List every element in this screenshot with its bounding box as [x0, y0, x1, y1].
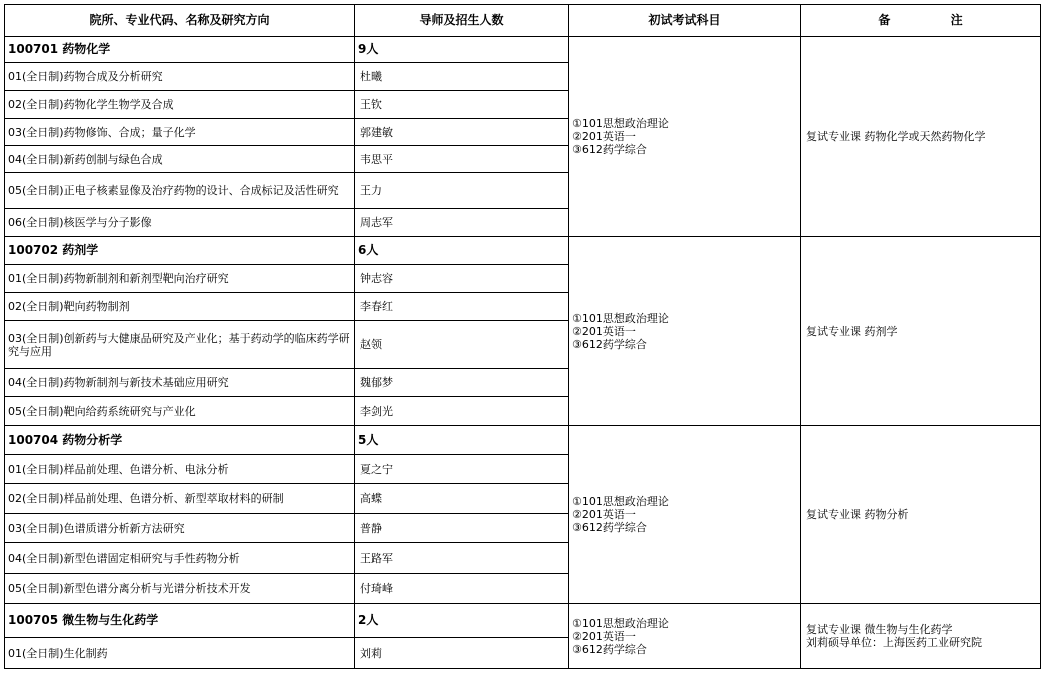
tutor-cell — [354, 368, 569, 397]
header-exam-subjects — [568, 4, 801, 37]
program-quota — [354, 603, 569, 638]
header-exam-subjects-label: 初试考试科目 — [648, 13, 721, 27]
program-code-name: 100702 药剂学 — [8, 243, 99, 257]
program-quota — [354, 425, 569, 455]
tutor-name: 付琦峰 — [360, 582, 393, 595]
direction-name: 02(全日制)靶向药物制剂 — [8, 300, 130, 313]
tutor-cell — [354, 172, 569, 209]
exam-subject: ②201英语一 — [572, 324, 636, 338]
program-title — [4, 425, 355, 455]
tutor-cell — [354, 320, 569, 369]
exam-subject: ②201英语一 — [572, 130, 636, 143]
tutor-name: 赵领 — [360, 338, 382, 351]
direction-name: 05(全日制)新型色谱分离分析与光谱分析技术开发 — [8, 582, 251, 595]
program-quota-value: 6人 — [358, 243, 379, 257]
program-title — [4, 236, 355, 265]
header-remarks — [800, 4, 1041, 37]
tutor-name: 钟志容 — [360, 272, 393, 285]
research-direction — [4, 454, 355, 484]
tutor-cell — [354, 118, 569, 146]
tutor-name: 韦思平 — [360, 152, 393, 166]
program-quota — [354, 236, 569, 265]
direction-name: 04(全日制)新型色谱固定相研究与手性药物分析 — [8, 551, 240, 565]
remarks — [800, 236, 1041, 426]
research-direction — [4, 118, 355, 146]
remark-line: 复试专业课 药物分析 — [806, 508, 909, 521]
direction-name: 01(全日制)样品前处理、色谱分析、电泳分析 — [8, 462, 229, 476]
tutor-name: 魏郁梦 — [360, 376, 393, 389]
research-direction — [4, 637, 355, 669]
tutor-name: 王力 — [360, 184, 382, 197]
tutor-cell — [354, 637, 569, 669]
program-quota-value: 9人 — [358, 42, 379, 56]
tutor-name: 周志军 — [360, 216, 393, 229]
exam-subject: ①101思想政治理论 — [572, 616, 669, 630]
remark-line: 复试专业课 药剂学 — [806, 324, 898, 338]
tutor-name: 王钦 — [360, 98, 382, 111]
header-remarks-label: 备 注 — [878, 13, 991, 27]
exam-subject: ①101思想政治理论 — [572, 117, 669, 130]
exam-subjects — [568, 36, 801, 237]
research-direction — [4, 62, 355, 91]
exam-subject: ①101思想政治理论 — [572, 495, 669, 508]
header-tutors-label: 导师及招生人数 — [419, 13, 504, 27]
remark-line: 复试专业课 微生物与生化药学 — [806, 623, 953, 636]
program-code-name: 100701 药物化学 — [8, 42, 111, 56]
direction-name: 02(全日制)样品前处理、色谱分析、新型萃取材料的研制 — [8, 492, 284, 505]
tutor-cell — [354, 454, 569, 484]
tutor-cell — [354, 396, 569, 426]
direction-name: 04(全日制)新药创制与绿色合成 — [8, 152, 163, 166]
exam-subject: ③612药学综合 — [572, 642, 647, 656]
program-title — [4, 603, 355, 638]
direction-name: 01(全日制)生化制药 — [8, 646, 108, 660]
research-direction — [4, 542, 355, 574]
tutor-cell — [354, 264, 569, 293]
exam-subject: ①101思想政治理论 — [572, 311, 669, 325]
research-direction — [4, 320, 355, 369]
direction-name: 05(全日制)靶向给药系统研究与产业化 — [8, 404, 196, 418]
exam-subjects — [568, 236, 801, 426]
tutor-name: 李剑光 — [360, 404, 393, 418]
program-quota — [354, 36, 569, 63]
tutor-name: 夏之宁 — [360, 462, 393, 476]
remarks — [800, 603, 1041, 669]
research-direction — [4, 145, 355, 173]
research-direction — [4, 208, 355, 237]
exam-subjects — [568, 425, 801, 604]
header-directions — [4, 4, 355, 37]
direction-name: 05(全日制)正电子核素显像及治疗药物的设计、合成标记及活性研究 — [8, 184, 339, 197]
tutor-name: 高蝶 — [360, 492, 382, 505]
remarks — [800, 36, 1041, 237]
exam-subjects — [568, 603, 801, 669]
program-title — [4, 36, 355, 63]
header-directions-label: 院所、专业代码、名称及研究方向 — [89, 13, 270, 27]
research-direction — [4, 264, 355, 293]
research-direction — [4, 368, 355, 397]
research-direction — [4, 483, 355, 514]
tutor-cell — [354, 62, 569, 91]
tutor-name: 杜曦 — [360, 70, 382, 83]
program-quota-value: 5人 — [358, 432, 379, 447]
direction-name: 06(全日制)核医学与分子影像 — [8, 216, 152, 229]
remarks — [800, 425, 1041, 604]
research-direction — [4, 573, 355, 604]
exam-subject: ②201英语一 — [572, 508, 636, 521]
research-direction — [4, 172, 355, 209]
tutor-cell — [354, 208, 569, 237]
tutor-name: 刘莉 — [360, 646, 382, 660]
direction-name: 04(全日制)药物新制剂与新技术基础应用研究 — [8, 376, 229, 389]
research-direction — [4, 292, 355, 321]
tutor-name: 王路军 — [360, 551, 393, 565]
tutor-cell — [354, 542, 569, 574]
direction-name: 03(全日制)创新药与大健康品研究及产业化；基于药动学的临床药学研究与应用 — [8, 331, 350, 358]
exam-subject: ③612药学综合 — [572, 337, 647, 351]
direction-name: 03(全日制)色谱质谱分析新方法研究 — [8, 521, 185, 535]
direction-name: 01(全日制)药物新制剂和新剂型靶向治疗研究 — [8, 272, 229, 285]
tutor-cell — [354, 483, 569, 514]
tutor-name: 普静 — [360, 521, 382, 535]
direction-name: 01(全日制)药物合成及分析研究 — [8, 70, 163, 83]
research-direction — [4, 396, 355, 426]
header-tutors — [354, 4, 569, 37]
tutor-name: 郭建敏 — [360, 125, 393, 139]
research-direction — [4, 90, 355, 119]
remark-line: 刘莉硕导单位：上海医药工业研究院 — [806, 636, 982, 649]
direction-name: 03(全日制)药物修饰、合成；量子化学 — [8, 125, 196, 139]
tutor-cell — [354, 90, 569, 119]
exam-subject: ②201英语一 — [572, 629, 636, 643]
tutor-name: 李春红 — [360, 300, 393, 313]
remark-line: 复试专业课 药物化学或天然药物化学 — [806, 130, 986, 143]
research-direction — [4, 513, 355, 543]
exam-subject: ③612药学综合 — [572, 143, 647, 156]
exam-subject: ③612药学综合 — [572, 521, 647, 534]
tutor-cell — [354, 292, 569, 321]
program-quota-value: 2人 — [358, 613, 379, 627]
direction-name: 02(全日制)药物化学生物学及合成 — [8, 98, 174, 111]
tutor-cell — [354, 145, 569, 173]
program-code-name: 100704 药物分析学 — [8, 432, 123, 447]
program-code-name: 100705 微生物与生化药学 — [8, 613, 159, 627]
tutor-cell — [354, 513, 569, 543]
tutor-cell — [354, 573, 569, 604]
